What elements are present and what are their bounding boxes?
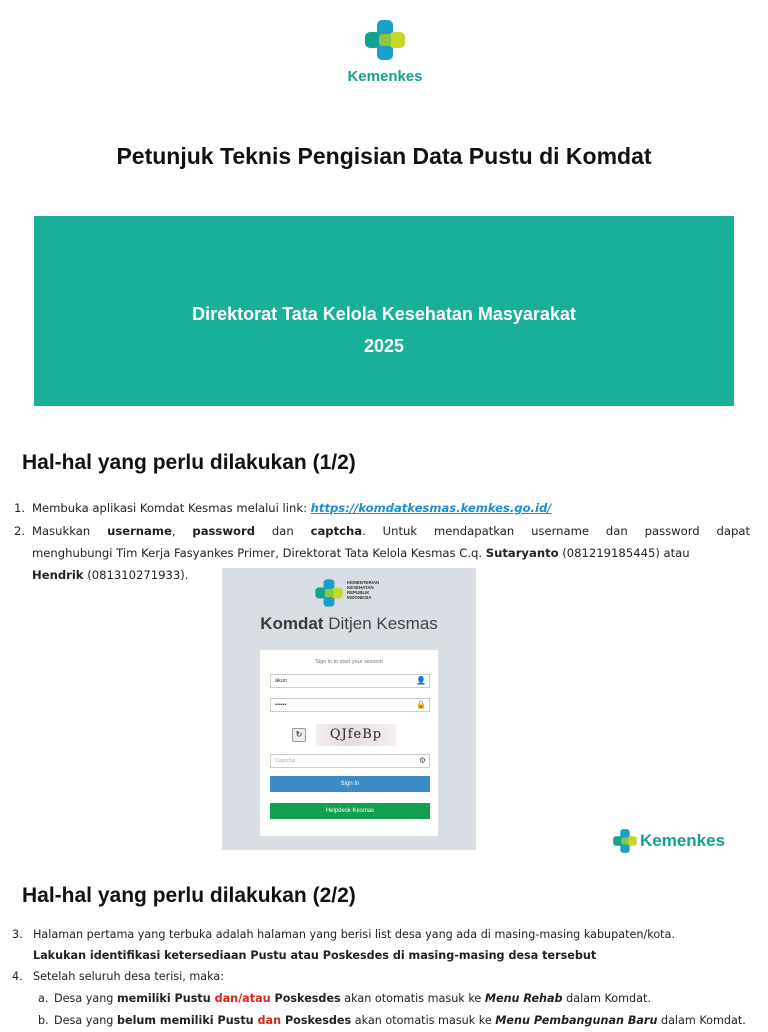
captcha-image: QJfeBp: [316, 724, 396, 746]
kemenkes-logo: [612, 826, 732, 856]
login-screenshot: [222, 568, 476, 850]
list-number: 3.: [12, 928, 23, 941]
list-number: 1.: [14, 501, 26, 515]
kemenkes-emblem-icon: [314, 578, 344, 608]
lock-icon: 🔒: [416, 700, 426, 709]
list-item-2: 2. Masukkan username, password dan captcha. Untuk mendapatkan username dan password dapat menghubungi Tim Kerja Fasyankes Primer, Direktorat Tata Kelola Kesmas C.q. Sutaryanto (081219185445) atau Hendrik (081310271933).: [14, 520, 750, 590]
section2-heading: Hal-hal yang perlu dilakukan (2/2): [22, 884, 356, 907]
banner-directorate: Direktorat Tata Kelola Kesehatan Masyarakat: [192, 304, 576, 324]
banner-year: 2025: [363, 336, 405, 356]
sign-in-button[interactable]: Sign In: [270, 776, 430, 792]
login-subtitle: Sign in to start your session: [315, 659, 383, 665]
helpdesk-button[interactable]: Helpdesk Kesmas: [270, 803, 430, 819]
title-banner: [34, 216, 734, 406]
list-item-3: 3. Halaman pertama yang terbuka adalah halaman yang berisi list desa yang ada di masing-masing kabupaten/kota. Lakukan identifikasi ketersediaan Pustu atau Poskesdes di masing-masing desa tersebut: [12, 924, 764, 968]
username-field[interactable]: akun 👤: [270, 674, 430, 688]
captcha-field[interactable]: Captcha ⚙: [270, 754, 430, 768]
section1-heading: Hal-hal yang perlu dilakukan (1/2): [22, 451, 356, 474]
password-field[interactable]: •••••• 🔒: [270, 698, 430, 712]
kemenkes-emblem-icon: [363, 18, 407, 62]
komdat-link[interactable]: https://komdatkesmas.kemkes.go.id/: [310, 501, 552, 515]
user-icon: 👤: [416, 676, 426, 685]
kemenkes-emblem-icon: [612, 828, 638, 854]
ministry-name: KEMENTERIAN KESEHATAN REPUBLIK INDONESIA: [347, 580, 380, 600]
kemenkes-wordmark: Kemenkes: [347, 68, 423, 85]
app-name: Komdat Ditjen Kesmas: [260, 614, 438, 633]
list-number: 2.: [14, 524, 26, 538]
kemenkes-logo: [340, 18, 430, 88]
refresh-icon[interactable]: ↻: [292, 728, 306, 742]
login-card: [260, 650, 438, 836]
document-title: Petunjuk Teknis Pengisian Data Pustu di Komdat: [116, 143, 652, 169]
list-number: 4.: [12, 970, 23, 983]
keys-icon: ⚙: [418, 756, 426, 765]
kemenkes-wordmark: Kemenkes: [640, 831, 726, 850]
